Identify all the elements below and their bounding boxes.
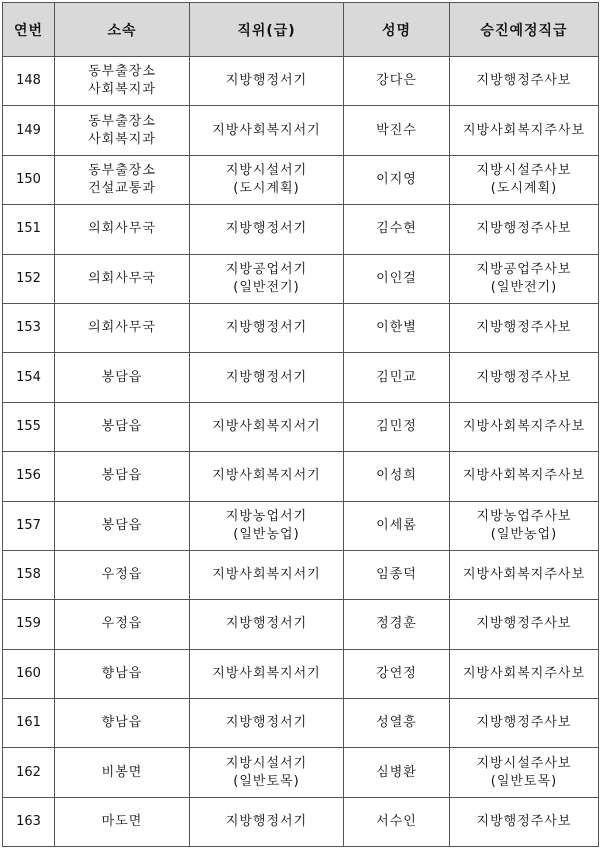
cell-position-line: 지방행정서기 xyxy=(225,320,308,336)
cell-target-grade xyxy=(450,649,599,698)
cell-target-grade xyxy=(450,155,599,204)
cell-dept xyxy=(55,254,190,303)
cell-target-grade-line: 지방농업주사보 xyxy=(476,508,572,524)
cell-target-grade xyxy=(450,501,599,550)
cell-position-line: (도시계획) xyxy=(233,180,300,196)
cell-position xyxy=(190,748,344,797)
cell-position-line: (일반토목) xyxy=(233,773,300,789)
cell-name: 이성희 xyxy=(344,452,450,501)
cell-position xyxy=(190,205,344,254)
cell-dept-line: 우정읍 xyxy=(101,616,143,632)
cell-target-grade-line: 지방시설주사보 xyxy=(476,755,572,771)
cell-dept xyxy=(55,501,190,550)
cell-dept-line: 봉담읍 xyxy=(101,517,143,533)
table-row xyxy=(3,452,599,501)
cell-no: 161 xyxy=(3,699,55,748)
cell-target-grade xyxy=(450,254,599,303)
cell-name: 김민교 xyxy=(344,353,450,402)
cell-position xyxy=(190,600,344,649)
cell-dept-line: 우정읍 xyxy=(101,567,143,583)
cell-target-grade xyxy=(450,748,599,797)
cell-dept xyxy=(55,353,190,402)
cell-position-line: 지방사회복지서기 xyxy=(212,418,321,434)
table-row xyxy=(3,254,599,303)
cell-no: 154 xyxy=(3,353,55,402)
cell-dept xyxy=(55,649,190,698)
cell-position-line: 지방사회복지서기 xyxy=(212,567,321,583)
cell-target-grade-line: 지방행정주사보 xyxy=(476,715,572,731)
cell-target-grade xyxy=(450,452,599,501)
table-row xyxy=(3,57,599,106)
cell-dept xyxy=(55,550,190,599)
header-name: 성명 xyxy=(344,3,450,57)
cell-dept-line: 의회사무국 xyxy=(88,320,156,336)
cell-dept-line: 비봉면 xyxy=(101,764,143,780)
cell-position xyxy=(190,550,344,599)
cell-position xyxy=(190,699,344,748)
cell-position-line: 지방행정서기 xyxy=(225,814,308,830)
cell-name: 성열흥 xyxy=(344,699,450,748)
cell-dept-line: 동부출장소 xyxy=(88,113,156,129)
table-row xyxy=(3,649,599,698)
cell-target-grade xyxy=(450,402,599,451)
cell-dept xyxy=(55,797,190,846)
cell-no: 149 xyxy=(3,106,55,155)
cell-dept xyxy=(55,57,190,106)
cell-target-grade xyxy=(450,797,599,846)
cell-dept-line: 향남읍 xyxy=(101,715,143,731)
table-row xyxy=(3,402,599,451)
cell-dept-line: 사회복지과 xyxy=(88,131,156,147)
cell-no: 155 xyxy=(3,402,55,451)
table-row xyxy=(3,155,599,204)
cell-target-grade-line: 지방행정주사보 xyxy=(476,616,572,632)
cell-dept-line: 봉담읍 xyxy=(101,468,143,484)
cell-position xyxy=(190,254,344,303)
cell-name: 박진수 xyxy=(344,106,450,155)
cell-dept xyxy=(55,402,190,451)
cell-dept xyxy=(55,452,190,501)
cell-dept-line: 마도면 xyxy=(101,814,143,830)
header-no: 연번 xyxy=(3,3,55,57)
cell-position-line: (일반전기) xyxy=(233,279,300,295)
cell-dept-line: 동부출장소 xyxy=(88,64,156,80)
cell-no: 153 xyxy=(3,303,55,352)
cell-position xyxy=(190,402,344,451)
cell-name: 김민정 xyxy=(344,402,450,451)
cell-dept xyxy=(55,748,190,797)
cell-target-grade-line: 지방공업주사보 xyxy=(476,261,572,277)
cell-name: 강다은 xyxy=(344,57,450,106)
cell-target-grade-line: (일반토목) xyxy=(490,773,558,789)
cell-target-grade-line: (일반전기) xyxy=(490,279,558,295)
cell-position xyxy=(190,797,344,846)
cell-position xyxy=(190,353,344,402)
cell-position-line: 지방사회복지서기 xyxy=(212,665,321,681)
cell-position-line: 지방농업서기 xyxy=(225,508,308,524)
cell-no: 150 xyxy=(3,155,55,204)
cell-dept-line: 동부출장소 xyxy=(88,162,156,178)
cell-name: 강연정 xyxy=(344,649,450,698)
cell-position-line: (일반농업) xyxy=(233,526,300,542)
cell-target-grade-line: (일반농업) xyxy=(490,526,558,542)
cell-target-grade-line: 지방행정주사보 xyxy=(476,369,572,385)
cell-target-grade xyxy=(450,550,599,599)
cell-position-line: 지방행정서기 xyxy=(225,369,308,385)
table-row xyxy=(3,353,599,402)
table-row xyxy=(3,501,599,550)
cell-no: 156 xyxy=(3,452,55,501)
cell-dept-line: 향남읍 xyxy=(101,665,143,681)
table-row xyxy=(3,600,599,649)
cell-name: 심병환 xyxy=(344,748,450,797)
cell-name: 임종덕 xyxy=(344,550,450,599)
cell-name: 이세롬 xyxy=(344,501,450,550)
cell-target-grade xyxy=(450,353,599,402)
cell-no: 159 xyxy=(3,600,55,649)
cell-dept-line: 사회복지과 xyxy=(88,82,156,98)
cell-no: 160 xyxy=(3,649,55,698)
cell-target-grade-line: 지방행정주사보 xyxy=(476,814,572,830)
table-row xyxy=(3,303,599,352)
cell-position-line: 지방행정서기 xyxy=(225,715,308,731)
cell-position-line: 지방시설서기 xyxy=(225,162,308,178)
cell-dept-line: 건설교통과 xyxy=(88,180,156,196)
cell-dept xyxy=(55,106,190,155)
table-row xyxy=(3,797,599,846)
cell-position-line: 지방행정서기 xyxy=(225,616,308,632)
table-row xyxy=(3,699,599,748)
cell-target-grade-line: 지방시설주사보 xyxy=(476,162,572,178)
cell-name: 이인걸 xyxy=(344,254,450,303)
table-row xyxy=(3,550,599,599)
cell-no: 158 xyxy=(3,550,55,599)
cell-no: 148 xyxy=(3,57,55,106)
cell-position xyxy=(190,501,344,550)
cell-target-grade xyxy=(450,600,599,649)
cell-position-line: 지방사회복지서기 xyxy=(212,122,321,138)
cell-dept xyxy=(55,155,190,204)
header-position: 직위(급) xyxy=(190,3,344,57)
cell-target-grade-line: 지방사회복지주사보 xyxy=(462,122,586,138)
cell-name: 이한별 xyxy=(344,303,450,352)
cell-position-line: 지방행정서기 xyxy=(225,221,308,237)
cell-dept-line: 봉담읍 xyxy=(101,418,143,434)
cell-target-grade-line: 지방행정주사보 xyxy=(476,73,572,89)
table-body xyxy=(3,57,599,847)
cell-target-grade xyxy=(450,205,599,254)
cell-target-grade-line: (도시계획) xyxy=(490,180,558,196)
header-row xyxy=(3,3,599,57)
cell-target-grade-line: 지방행정주사보 xyxy=(476,221,572,237)
cell-target-grade-line: 지방사회복지주사보 xyxy=(462,665,586,681)
cell-dept xyxy=(55,303,190,352)
cell-position-line: 지방시설서기 xyxy=(225,755,308,771)
cell-target-grade xyxy=(450,57,599,106)
header-target-grade: 승진예정직급 xyxy=(450,3,599,57)
cell-name: 김수현 xyxy=(344,205,450,254)
cell-no: 152 xyxy=(3,254,55,303)
cell-position xyxy=(190,303,344,352)
cell-position-line: 지방행정서기 xyxy=(225,73,308,89)
cell-target-grade xyxy=(450,106,599,155)
cell-name: 이지영 xyxy=(344,155,450,204)
cell-dept xyxy=(55,699,190,748)
cell-position xyxy=(190,155,344,204)
cell-position xyxy=(190,452,344,501)
cell-dept-line: 봉담읍 xyxy=(101,369,143,385)
cell-position xyxy=(190,649,344,698)
cell-position-line: 지방공업서기 xyxy=(225,261,308,277)
cell-target-grade-line: 지방사회복지주사보 xyxy=(462,567,586,583)
cell-dept xyxy=(55,600,190,649)
cell-target-grade-line: 지방사회복지주사보 xyxy=(462,418,586,434)
cell-position-line: 지방사회복지서기 xyxy=(212,468,321,484)
table-row xyxy=(3,748,599,797)
cell-target-grade-line: 지방행정주사보 xyxy=(476,320,572,336)
header-dept: 소속 xyxy=(55,3,190,57)
cell-name: 정경훈 xyxy=(344,600,450,649)
promotion-table xyxy=(2,2,599,847)
cell-dept xyxy=(55,205,190,254)
cell-no: 162 xyxy=(3,748,55,797)
cell-no: 163 xyxy=(3,797,55,846)
cell-dept-line: 의회사무국 xyxy=(88,270,156,286)
cell-dept-line: 의회사무국 xyxy=(88,221,156,237)
table-row xyxy=(3,106,599,155)
cell-target-grade xyxy=(450,699,599,748)
cell-no: 151 xyxy=(3,205,55,254)
cell-target-grade xyxy=(450,303,599,352)
cell-name: 서수인 xyxy=(344,797,450,846)
table-row xyxy=(3,205,599,254)
cell-no: 157 xyxy=(3,501,55,550)
cell-position xyxy=(190,106,344,155)
cell-target-grade-line: 지방사회복지주사보 xyxy=(462,468,586,484)
cell-position xyxy=(190,57,344,106)
